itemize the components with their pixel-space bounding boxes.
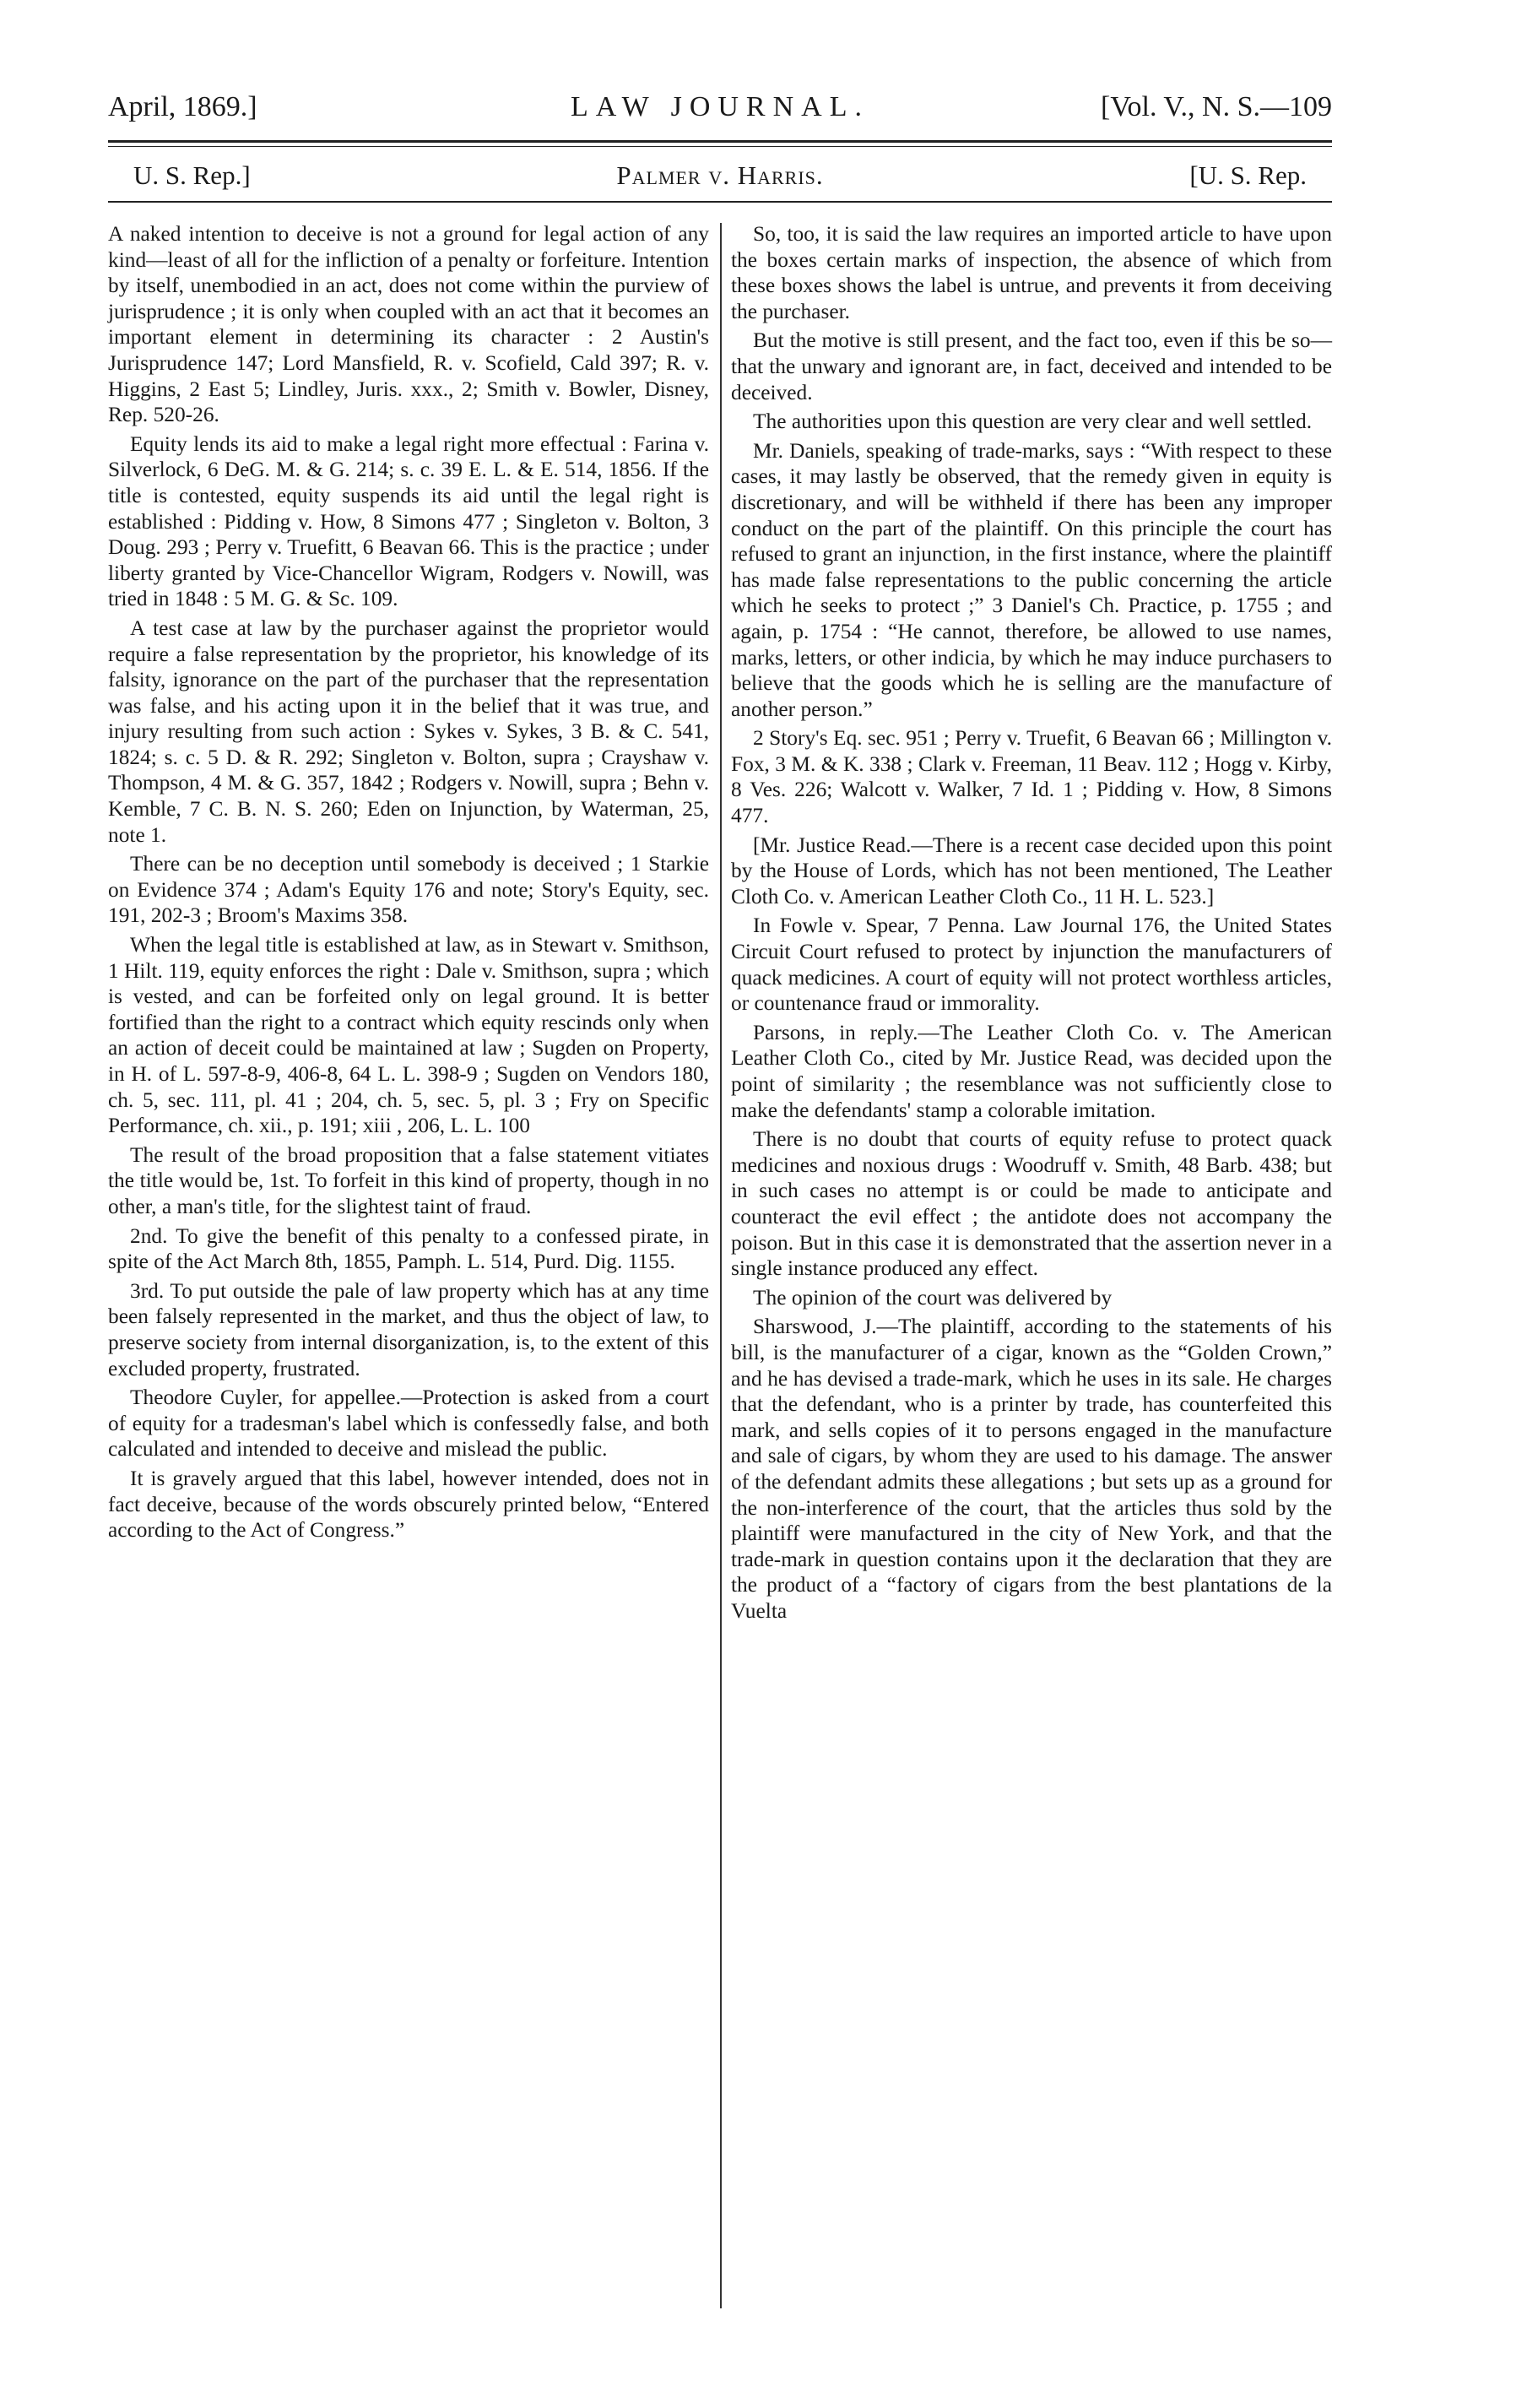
paragraph: The result of the broad proposition that a false statement vitiates the title would be, 1st. To forfeit in this kind of property, though in no other, a man's title, for the slightest taint of fraud.	[108, 1142, 709, 1218]
paragraph: So, too, it is said the law requires an imported article to have upon the boxes certain marks of inspection, the absence of which from these boxes shows the label is untrue, and prevents it from deceiving the purchaser.	[731, 222, 1332, 323]
journal-page	[108, 81, 1332, 2315]
paragraph: There is no doubt that courts of equity refuse to protect quack medicines and noxious drugs : Woodruff v. Smith, 48 Barb. 438; but in such cases no attempt is or could be made to anticipate and counteract the evil effect ; the antidote does not accompany the poison. But in this case it is demonstrated that the assertion never in a single instance produced any effect.	[731, 1127, 1332, 1281]
right-column	[731, 221, 1332, 1627]
paragraph: Sharswood, J.—The plaintiff, according to the statements of his bill, is the manufacturer of a cigar, known as the “Golden Crown,” and he has devised a trade-mark, which he uses in its sale. He charges that the defendant, who is a printer by trade, has counterfeited this mark, and sells copies of it to persons engaged in the manufacture and sale of cigars, by whom they are used to his damage. The answer of the defendant admits these allegations ; but sets up as a ground for the non-interference of the court, that the articles thus sold by the plaintiff were manufactured in the city of New York, and that the trade-mark in question contains upon it the declaration that they are the product of a “factory of cigars from the best plantations de la Vuelta	[731, 1315, 1332, 1623]
text-columns	[108, 221, 1332, 2315]
paragraph: Mr. Daniels, speaking of trade-marks, says : “With respect to these cases, it may lastly be observed, that the remedy given in equity is discretionary, and will be withheld if there has been any improper conduct on the part of the plaintiff. On this principle the court has refused to grant an injunction, in the first instance, where the plaintiff has made false representations to the public concerning the article which he seeks to protect ;” 3 Daniel's Ch. Practice, p. 1755 ; and again, p. 1754 : “He cannot, therefore, be allowed to use names, marks, letters, or other indicia, by which he may induce purchasers to believe that the goods which he is selling are the manufacture of another person.”	[731, 438, 1332, 721]
reporter-left: U. S. Rep.]	[133, 160, 251, 190]
paragraph: The authorities upon this question are very clear and well settled.	[753, 409, 1313, 434]
paragraph: The opinion of the court was delivered by	[753, 1285, 1113, 1310]
paragraph: 2 Story's Eq. sec. 951 ; Perry v. Truefit, 6 Beavan 66 ; Millington v. Fox, 3 M. & K. 338 ; Clark v. Freeman, 11 Beav. 112 ; Hogg v. Kirby, 8 Ves. 226; Walcott v. Walker, 7 Id. 1 ; Pidding v. How, 8 Simons 477.	[731, 726, 1332, 828]
paragraph: A naked intention to deceive is not a ground for legal action of any kind—least of all for the infliction of a penalty or forfeiture. Intention by itself, unembodied in an act, does not come within the purview of jurisprudence ; it is only when coupled with an act that it becomes an important element in determining its character : 2 Austin's Jurisprudence 147; Lord Mansfield, R. v. Scofield, Cald 397; R. v. Higgins, 2 East 5; Lindley, Juris. xxx., 2; Smith v. Bowler, Disney, Rep. 520-26.	[108, 222, 709, 427]
column-divider	[720, 223, 722, 2308]
paragraph: 3rd. To put outside the pale of law property which has at any time been falsely represented in the market, and thus the object of law, to preserve society from internal disorganization, is, to the extent of this excluded property, frustrated.	[108, 1278, 709, 1380]
left-column	[108, 221, 709, 1547]
running-head	[108, 81, 1332, 128]
paragraph: [Mr. Justice Read.—There is a recent case decided upon this point by the House of Lords, which has not been mentioned, The Leather Cloth Co. v. American Leather Cloth Co., 11 H. L. 523.]	[731, 832, 1332, 908]
paragraph: There can be no deception until somebody is deceived ; 1 Starkie on Evidence 374 ; Adam's Equity 176 and note; Story's Equity, sec. 191, 202-3 ; Broom's Maxims 358.	[108, 852, 709, 928]
volume-page-number: [Vol. V., N. S.—109	[1101, 91, 1332, 122]
case-header-rule	[108, 201, 1332, 203]
paragraph: But the motive is still present, and the fact too, even if this be so—that the unwary and ignorant are, in fact, deceived and intended to be deceived.	[731, 328, 1332, 404]
paragraph: Parsons, in reply.—The Leather Cloth Co. v. The American Leather Cloth Co., cited by Mr. Justice Read, was decided upon the point of similarity ; the resemblance was not sufficiently close to make the defendants' stamp a colorable imitation.	[731, 1020, 1332, 1122]
case-name: Palmer v. Harris.	[616, 160, 824, 190]
reporter-right: [U. S. Rep.	[1189, 160, 1307, 190]
case-header	[108, 147, 1332, 196]
journal-title: LAW JOURNAL.	[571, 91, 869, 122]
issue-date: April, 1869.]	[108, 91, 257, 122]
paragraph: A test case at law by the purchaser against the proprietor would require a false representation by the proprietor, his knowledge of its falsity, ignorance on the part of the purchaser that the representation was false, and his acting upon it in the belief that it was true, and injury resulting from such action : Sykes v. Sykes, 3 B. & C. 541, 1824; s. c. 5 D. & R. 292; Singleton v. Bolton, supra ; Crayshaw v. Thompson, 4 M. & G. 357, 1842 ; Rodgers v. Nowill, supra ; Behn v. Kemble, 7 C. B. N. S. 260; Eden on Injunction, by Waterman, 25, note 1.	[108, 616, 709, 847]
paragraph: It is gravely argued that this label, however intended, does not in fact deceive, because of the words obscurely printed below, “Entered according to the Act of Congress.”	[108, 1466, 709, 1543]
paragraph: Equity lends its aid to make a legal right more effectual : Farina v. Silverlock, 6 DeG. M. & G. 214; s. c. 39 E. L. & E. 514, 1856. If the title is contested, equity suspends its aid until the legal right is established : Pidding v. How, 8 Simons 477 ; Singleton v. Bolton, 3 Doug. 293 ; Perry v. Truefitt, 6 Beavan 66. This is the practice ; under liberty granted by Vice-Chancellor Wigram, Rodgers v. Nowill, was tried in 1848 : 5 M. G. & Sc. 109.	[108, 431, 709, 611]
header-double-rule	[108, 140, 1332, 147]
paragraph: In Fowle v. Spear, 7 Penna. Law Journal 176, the United States Circuit Court refused to protect by injunction the manufacturers of quack medicines. A court of equity will not protect worthless articles, or countenance fraud or immorality.	[731, 914, 1332, 1016]
paragraph: 2nd. To give the benefit of this penalty to a confessed pirate, in spite of the Act March 8th, 1855, Pamph. L. 514, Purd. Dig. 1155.	[108, 1223, 709, 1274]
paragraph: Theodore Cuyler, for appellee.—Protection is asked from a court of equity for a tradesman's label which is confessedly false, and both calculated and intended to deceive and mislead the public.	[108, 1386, 709, 1462]
paragraph: When the legal title is established at law, as in Stewart v. Smithson, 1 Hilt. 119, equity enforces the right : Dale v. Smithson, supra ; which is vested, and can be forfeited only on legal ground. It is better fortified than the right to a contract which equity rescinds only when an action of deceit could be maintained at law ; Sugden on Property, in H. of L. 597-8-9, 406-8, 64 L. L. 398-9 ; Sugden on Vendors 180, ch. 5, sec. 111, pl. 41 ; 204, ch. 5, sec. 5, pl. 3 ; Fry on Specific Performance, ch. xii., p. 191; xiii , 206, L. L. 100	[108, 933, 709, 1138]
